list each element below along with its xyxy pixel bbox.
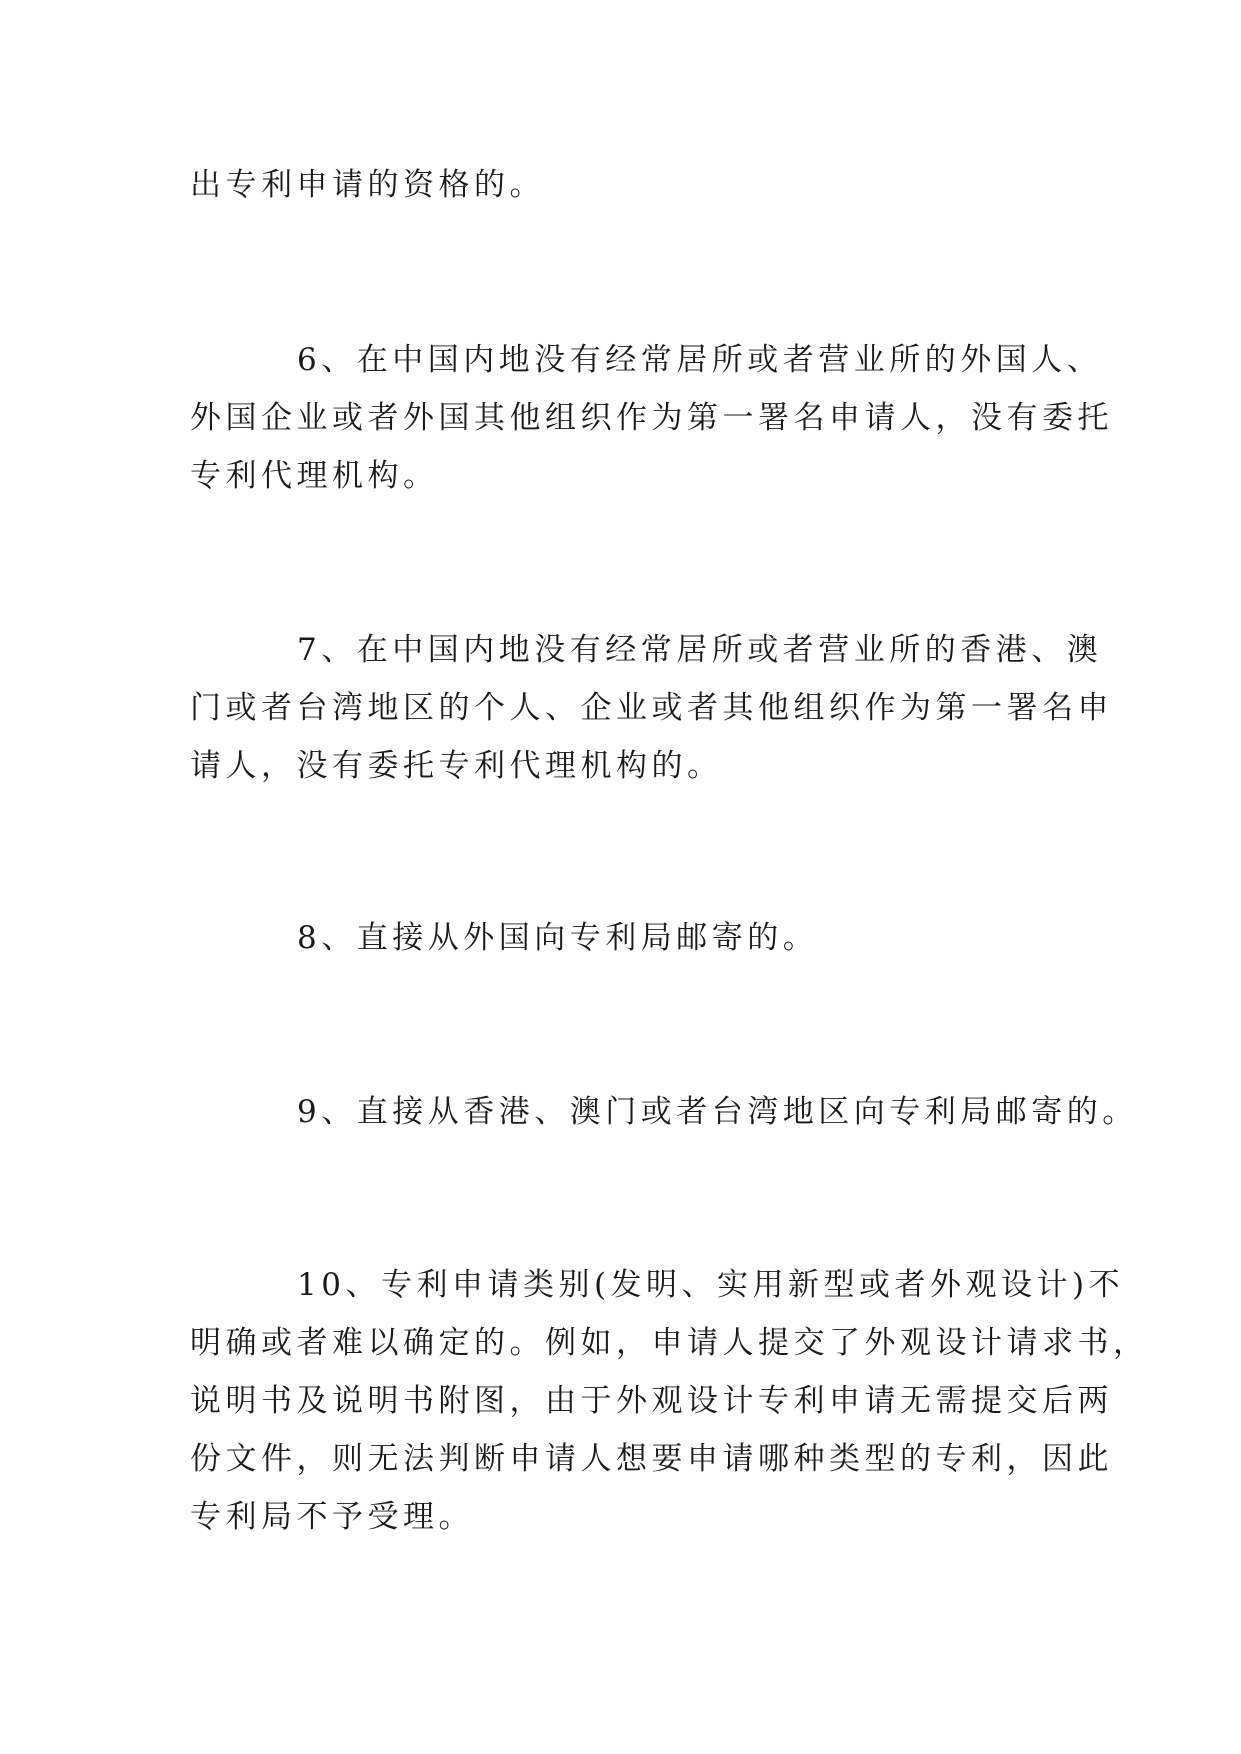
paragraph-5-line-end: 出专利申请的资格的。 (190, 167, 545, 203)
item-10-line-2: 明确或者难以确定的。例如，申请人提交了外观设计请求书， (190, 1325, 1149, 1361)
item-10-line-4: 份文件，则无法判断申请人想要申请哪种类型的专利，因此 (190, 1441, 1113, 1477)
item-10-line-1: 10、专利申请类别(发明、实用新型或者外观设计)不 (297, 1267, 1125, 1303)
item-10-line-5: 专利局不予受理。 (190, 1499, 474, 1535)
item-6-line-2: 外国企业或者外国其他组织作为第一署名申请人，没有委托 (190, 400, 1113, 436)
item-6-line-3: 专利代理机构。 (190, 458, 439, 494)
item-9-line-1: 9、直接从香港、澳门或者台湾地区向专利局邮寄的。 (297, 1094, 1138, 1130)
item-8-line-1: 8、直接从外国向专利局邮寄的。 (297, 920, 819, 956)
item-6-line-1: 6、在中国内地没有经常居所或者营业所的外国人、 (297, 342, 1103, 378)
item-7-line-2: 门或者台湾地区的个人、企业或者其他组织作为第一署名申 (190, 690, 1113, 726)
item-7-line-1: 7、在中国内地没有经常居所或者营业所的香港、澳 (297, 632, 1103, 668)
item-10-line-3: 说明书及说明书附图，由于外观设计专利申请无需提交后两 (190, 1383, 1113, 1419)
item-7-line-3: 请人，没有委托专利代理机构的。 (190, 748, 723, 784)
